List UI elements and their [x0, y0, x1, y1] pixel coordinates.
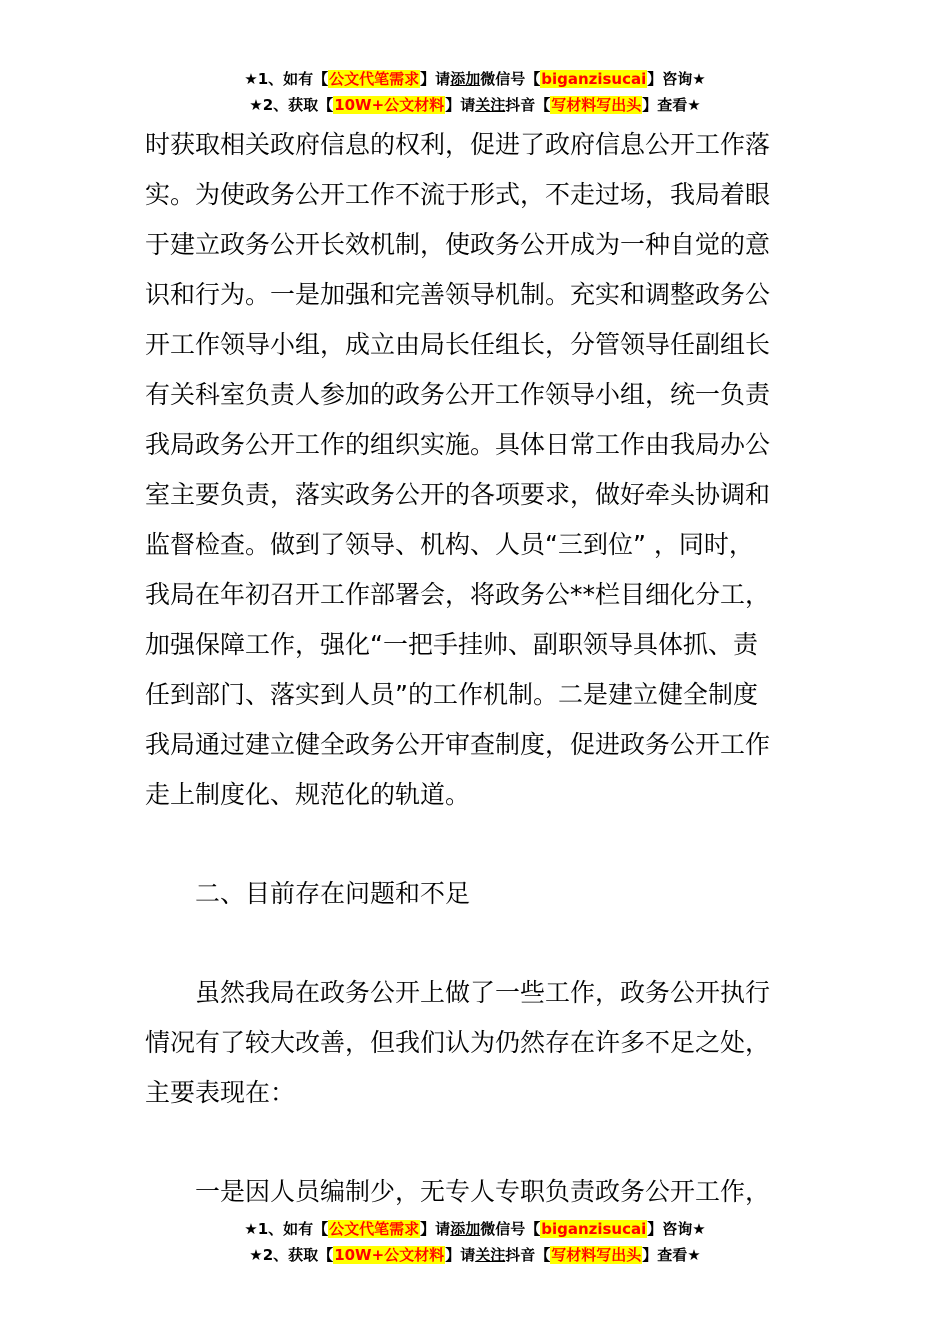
- text-line: 一是因人员编制少，无专人专职负责政务公开工作，: [195, 1177, 771, 1206]
- text-line: 走上制度化、规范化的轨道。: [145, 780, 471, 809]
- highlight-materials: 10W+公文材料: [334, 1246, 445, 1264]
- footer-banner: [0, 1216, 950, 1268]
- banner-line-1: ★1、如有【公文代笔需求】请添加微信号【biganzisucai】咨询★: [244, 70, 706, 88]
- paragraph-1: [145, 120, 810, 820]
- text-line: 监督检查。做到了领导、机构、人员“三到位” ，同时，: [145, 530, 754, 559]
- text-line: 识和行为。一是加强和完善领导机制。充实和调整政务公: [145, 280, 771, 309]
- text-line: 加强保障工作，强化“一把手挂帅、副职领导具体抓、责: [145, 630, 758, 659]
- text-line: 开工作领导小组，成立由局长任组长，分管领导任副组长: [145, 330, 771, 359]
- text-line: 于建立政务公开长效机制，使政务公开成为一种自觉的意: [145, 230, 771, 259]
- section-heading: [145, 869, 810, 919]
- highlight-douyin-account: 写材料写出头: [551, 1246, 642, 1264]
- highlight-service: 公文代笔需求: [329, 1220, 420, 1238]
- header-banner: [0, 66, 950, 118]
- text-line: 主要表现在：: [145, 1078, 296, 1107]
- highlight-wechat-id: biganzisucai: [541, 1220, 647, 1238]
- paragraph-4: [145, 1167, 810, 1217]
- banner-line-2: ★2、获取【10W+公文材料】请关注抖音【写材料写出头】查看★: [249, 1246, 701, 1264]
- text-line: 我局通过建立健全政务公开审查制度，促进政务公开工作: [145, 730, 771, 759]
- paragraph-3: [145, 968, 810, 1118]
- text-line: 时获取相关政府信息的权利，促进了政府信息公开工作落: [145, 130, 771, 159]
- highlight-service: 公文代笔需求: [329, 70, 420, 88]
- highlight-wechat-id: biganzisucai: [541, 70, 647, 88]
- banner-line-2: ★2、获取【10W+公文材料】请关注抖音【写材料写出头】查看★: [249, 96, 701, 114]
- text-line: 虽然我局在政务公开上做了一些工作，政务公开执行: [195, 978, 771, 1007]
- highlight-materials: 10W+公文材料: [334, 96, 445, 114]
- document-body: [145, 120, 810, 1217]
- text-line: 我局政务公开工作的组织实施。具体日常工作由我局办公: [145, 430, 771, 459]
- text-line: 实。为使政务公开工作不流于形式，不走过场，我局着眼: [145, 180, 771, 209]
- banner-line-1: ★1、如有【公文代笔需求】请添加微信号【biganzisucai】咨询★: [244, 1220, 706, 1238]
- text-line: 情况有了较大改善，但我们认为仍然存在许多不足之处，: [145, 1028, 771, 1057]
- text-line: 室主要负责，落实政务公开的各项要求，做好牵头协调和: [145, 480, 771, 509]
- text-line: 任到部门、落实到人员”的工作机制。二是建立健全制度: [145, 680, 758, 709]
- heading-text: 二、目前存在问题和不足: [195, 879, 471, 908]
- text-line: 有关科室负责人参加的政务公开工作领导小组，统一负责: [145, 380, 771, 409]
- text-line: 我局在年初召开工作部署会，将政务公**栏目细化分工，: [145, 580, 771, 609]
- highlight-douyin-account: 写材料写出头: [551, 96, 642, 114]
